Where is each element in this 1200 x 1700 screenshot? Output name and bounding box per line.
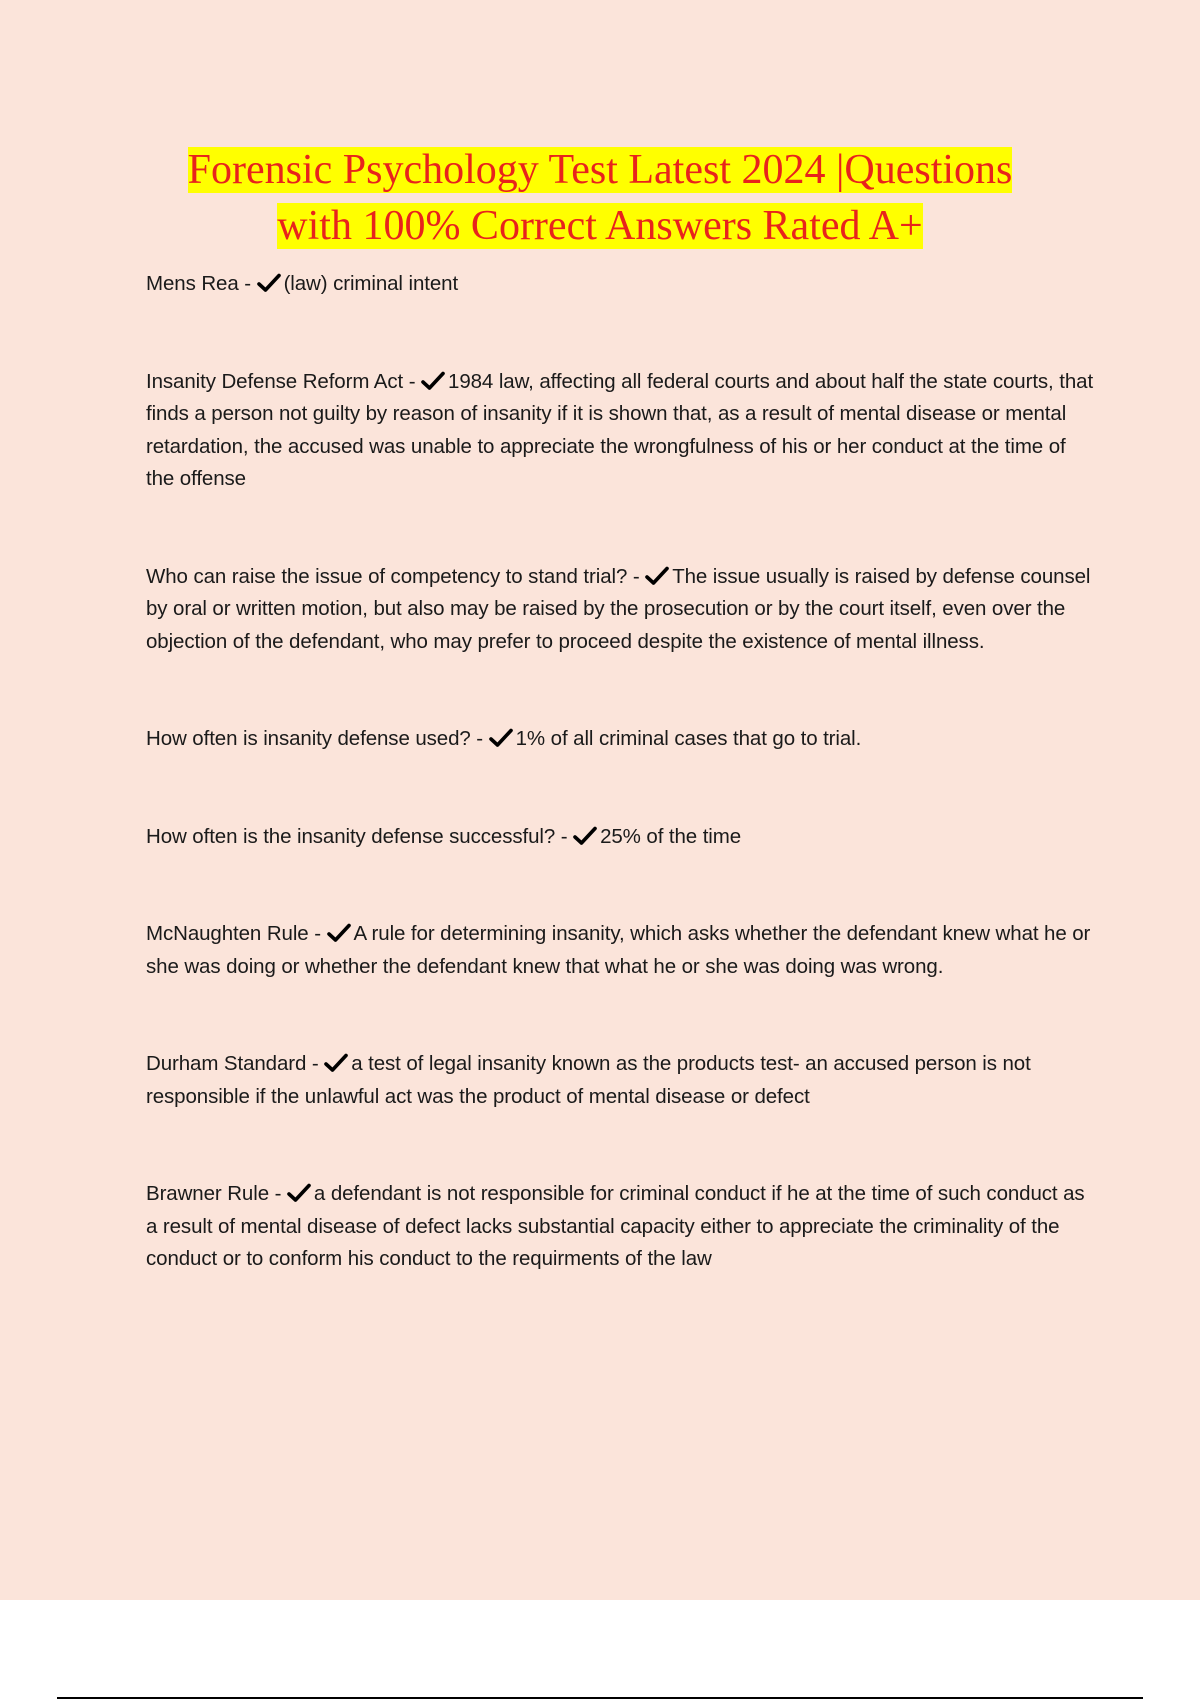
qa-list (146, 268, 1096, 1341)
qa-separator: - (238, 272, 257, 295)
qa-item (146, 918, 1096, 983)
page-bottom-margin (0, 1600, 1200, 1700)
qa-answer: (law) criminal intent (283, 272, 459, 295)
check-icon (327, 923, 351, 943)
qa-term: Brawner Rule (146, 1182, 269, 1205)
check-icon (573, 826, 597, 846)
qa-separator: - (308, 922, 327, 945)
qa-separator: - (470, 727, 489, 750)
title-line-2: with 100% Correct Answers Rated A+ (277, 203, 923, 249)
qa-item (146, 821, 1096, 854)
qa-item (146, 268, 1096, 301)
title-line-1: Forensic Psychology Test Latest 2024 |Questions (187, 147, 1013, 193)
qa-separator: - (403, 369, 422, 393)
qa-separator: - (627, 564, 646, 588)
qa-item (146, 561, 1096, 659)
check-icon (645, 566, 669, 586)
qa-term: Mens Rea (146, 272, 239, 295)
qa-term: How often is the insanity defense successful? (146, 824, 556, 848)
qa-answer: 1984 law, affecting all federal courts and about half the state courts, that finds a person not guilty by reason of insanity if it is shown that, as a result of mental disease or mental retardation, the accused was unable to appreciate the wrongfulness of his or her conduct at the time of the offense (146, 369, 1094, 490)
qa-answer: The issue usually is raised by defense counsel by oral or written motion, but also may be raised by the prosecution or by the court itself, even over the objection of the defendant, who may prefer to proceed despite the existence of mental illness. (146, 564, 1091, 653)
qa-item (146, 1048, 1096, 1113)
qa-separator: - (306, 1052, 325, 1075)
qa-term: How often is insanity defense used? (146, 727, 471, 750)
qa-term: Insanity Defense Reform Act (146, 369, 404, 393)
qa-separator: - (555, 824, 574, 848)
qa-term: McNaughten Rule (146, 922, 309, 945)
qa-answer: a defendant is not responsible for criminal conduct if he at the time of such conduct as a result of mental disease of defect lacks substantial capacity either to appreciate the criminality of the conduct or to conform his conduct to the requirments of the law (146, 1182, 1085, 1270)
qa-separator: - (269, 1182, 287, 1205)
qa-answer: 25% of the time (600, 824, 742, 848)
qa-answer: 1% of all criminal cases that go to trial. (515, 727, 862, 750)
qa-answer: A rule for determining insanity, which asks whether the defendant knew what he or she was doing or whether the defendant knew that what he or she was doing was wrong. (146, 922, 1091, 978)
qa-term: Durham Standard (146, 1052, 307, 1075)
qa-answer: a test of legal insanity known as the products test- an accused person is not responsible if the unlawful act was the product of mental disease or defect (146, 1052, 1031, 1108)
qa-term: Who can raise the issue of competency to stand trial? (146, 564, 628, 588)
qa-item (146, 723, 1096, 756)
document-title (100, 142, 1100, 254)
qa-item (146, 1178, 1096, 1276)
qa-item (146, 366, 1096, 496)
check-icon (324, 1053, 348, 1073)
check-icon (287, 1183, 311, 1203)
check-icon (257, 273, 281, 293)
check-icon (421, 371, 445, 391)
check-icon (489, 728, 513, 748)
footer-divider (57, 1697, 1143, 1699)
title-text (100, 142, 1100, 254)
